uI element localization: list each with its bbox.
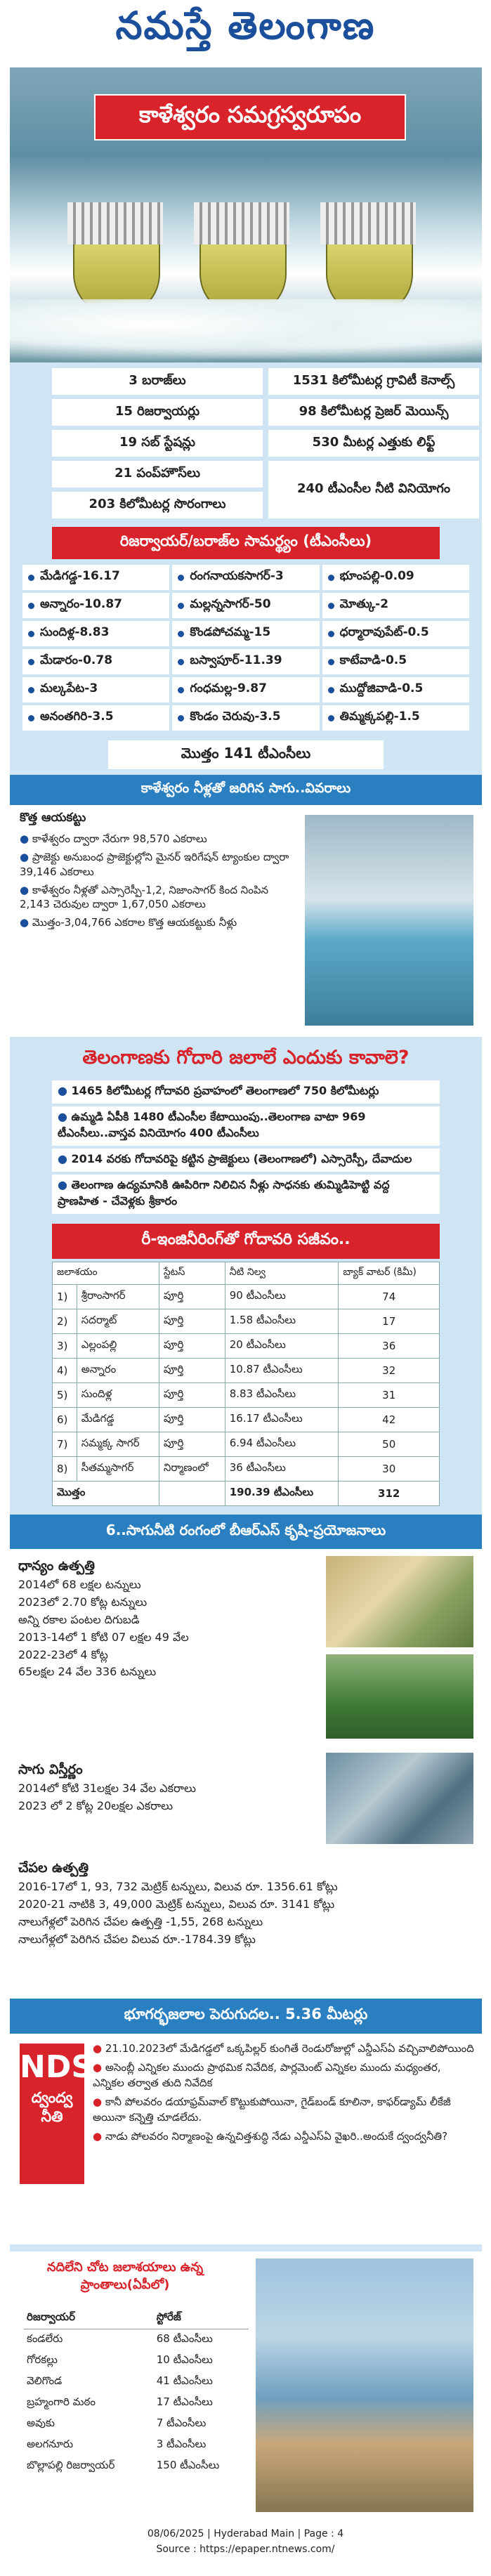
capacity-item: మోత్కు-2 xyxy=(322,593,469,618)
ap-reservoirs-heading: నదిలేని చోట జలాశయాలు ఉన్న ప్రాంతాలు(ఏపీలో) xyxy=(46,2260,204,2293)
table-cell: 50 xyxy=(339,1432,440,1457)
table-cell: గోరకల్లు xyxy=(27,2353,58,2366)
table-cell: 36 xyxy=(339,1334,440,1359)
why-heading: తెలంగాణకు గోదారి జలాలే ఎందుకు కావాలె? xyxy=(82,1047,410,1068)
capacity-item: తిమ్మక్కపల్లి-1.5 xyxy=(322,705,469,731)
table-header-row xyxy=(24,2308,249,2329)
capacity-item: రంగనాయకసాగర్-3 xyxy=(172,565,319,590)
table-cell: 36 టీఎంసీలు xyxy=(225,1457,339,1482)
paddy-line: 2022-23లో 4 కోట్ల xyxy=(18,1647,108,1661)
table-cell: 10.87 టీఎంసీలు xyxy=(225,1359,339,1383)
table-cell: 2) xyxy=(53,1309,77,1334)
stat-item: 1531 కిలోమీటర్ల గ్రావిటీ కెనాల్స్ xyxy=(268,368,479,395)
table-row xyxy=(24,2414,249,2435)
capacity-item: గంధమల్ల-9.87 xyxy=(172,677,319,702)
paddy-line: అన్ని రకాల పంటల దిగుబడి xyxy=(18,1613,140,1627)
newspaper-logo: నమస్తే తెలంగాణ xyxy=(115,3,376,48)
table-cell: 42 xyxy=(339,1408,440,1432)
table-cell: పూర్తి xyxy=(159,1359,225,1383)
table-row xyxy=(24,2435,249,2456)
list-item: ● ఉమ్మడి ఏపీకి 1480 టీఎంసీల కేటాయింపు..తెలంగాణ వాటా 969 టీఎంసీలు..వాస్తవ వినియోగం 400 టీఎంసీలు xyxy=(52,1106,440,1146)
capacity-grid xyxy=(22,565,469,731)
article xyxy=(10,67,482,2512)
table-row xyxy=(24,2351,249,2372)
table-cell: 31 xyxy=(339,1383,440,1408)
river-photo xyxy=(256,2258,473,2512)
hero-title-box xyxy=(94,94,406,140)
list-item: ● మొత్తం-3,04,766 ఎకరాల కొత్త ఆయకట్టుకు నీళ్లు xyxy=(20,915,294,929)
table-cell: నిర్మాణంలో xyxy=(159,1457,225,1482)
capacity-item: మల్లన్నసాగర్-50 xyxy=(172,593,319,618)
table-cell: 8.83 టీఎంసీలు xyxy=(225,1383,339,1408)
footer-source-line: Source : https://epaper.ntnews.com/ xyxy=(156,2544,335,2556)
table-row xyxy=(53,1285,440,1309)
table-cell: కండలేరు xyxy=(27,2332,63,2345)
table-header: బ్యాక్ వాటర్ (కిమీ) xyxy=(339,1262,440,1285)
benefits-heading: 6..సాగునీటి రంగంలో బీఆర్ఎస్ కృషి-ప్రయోజనాలు xyxy=(10,1515,482,1549)
table-cell: 68 టీఎంసీలు xyxy=(156,2332,213,2345)
ndsa-subtitle: ద్వంద్వ నీతి xyxy=(31,2089,73,2125)
ap-reservoir-table xyxy=(24,2308,249,2477)
table-cell: బ్రహ్మంగారి మఠం xyxy=(27,2395,96,2408)
capacity-item: కొండపోచమ్మ-15 xyxy=(172,621,319,646)
hero-title: కాళేశ్వరం సమగ్రస్వరూపం xyxy=(138,101,362,128)
table-row xyxy=(24,2372,249,2393)
table-cell: మొత్తం xyxy=(53,1482,159,1506)
stat-item: 3 బరాజ్‌లు xyxy=(52,368,263,395)
paddy-block xyxy=(18,1556,313,1681)
area-block xyxy=(18,1760,313,1815)
capacity-item: కాటేవాడి-0.5 xyxy=(322,649,469,674)
hero-photo xyxy=(10,67,482,362)
list-item: ● 2014 వరకు గోదావరిపై కట్టిన ప్రాజెక్టులు (తెలంగాణలో) ఎస్సారెస్పీ, దేవాదుల xyxy=(52,1149,440,1172)
fish-line: నాలుగేళ్లలో పెరిగిన చేపల విలువ రూ.-1784.39 కోట్లు xyxy=(18,1932,256,1946)
table-cell: పూర్తి xyxy=(159,1383,225,1408)
footer-date-line: 08/06/2025 | Hyderabad Main | Page : 4 xyxy=(147,2528,344,2539)
capacity-heading: రిజర్వాయర్/బరాజ్‌ల సామర్థ్యం (టీఎంసీలు) xyxy=(52,527,440,559)
capacity-item: ముద్దోజివాడి-0.5 xyxy=(322,677,469,702)
table-cell: 10 టీఎంసీలు xyxy=(156,2353,213,2366)
stat-item: 19 సబ్ స్టేషన్లు xyxy=(52,430,263,457)
table-cell: 3) xyxy=(53,1334,77,1359)
paddy-line: 2023లో 2.70 కోట్ల టన్నులు xyxy=(18,1595,148,1609)
paddy-heading: ధాన్యం ఉత్పత్తి xyxy=(18,1558,95,1574)
table-row xyxy=(53,1408,440,1432)
groundwater-heading: భూగర్భజలాల పెరుగుదల.. 5.36 మీటర్లు xyxy=(10,1999,482,2034)
table-row xyxy=(53,1457,440,1482)
stat-item: 530 మీటర్ల ఎత్తుకు లిఫ్ట్ xyxy=(268,430,479,457)
table-cell: పూర్తి xyxy=(159,1285,225,1309)
table-cell: పూర్తి xyxy=(159,1408,225,1432)
stats-grid xyxy=(52,368,462,518)
table-cell: వెలిగొండ xyxy=(27,2374,63,2387)
table-cell xyxy=(159,1482,225,1506)
table-row xyxy=(53,1334,440,1359)
field-photo xyxy=(326,1654,473,1739)
list-item: ● 1465 కిలోమీటర్ల గోదావరి ప్రవాహంలో తెలంగాణలో 750 కిలోమీటర్లు xyxy=(52,1080,440,1104)
capacity-item: అనంతగిరి-3.5 xyxy=(22,705,169,731)
capacity-item: కొండం చెరువు-3.5 xyxy=(172,705,319,731)
table-cell: అవుకు xyxy=(27,2417,55,2429)
table-header: స్టేటస్ xyxy=(159,1262,225,1285)
table-cell: సమ్మక్క సాగర్ xyxy=(77,1432,159,1457)
table-cell: అలగనూరు xyxy=(27,2438,74,2450)
list-item: ● 21.10.2023లో మేడిగడ్డలో ఒక్కపిల్లర్ కుంగితే రెండురోజుల్లో ఎన్డీఎస్ఏ వచ్చివాలిపోయింది xyxy=(93,2041,476,2057)
fish-block xyxy=(18,1858,475,1949)
reengineering-heading: రీ-ఇంజినీరింగ్‌తో గోదావరి సజీవం.. xyxy=(52,1224,440,1259)
stat-item: 98 కిలోమీటర్ల ప్రెజర్ మెయిన్స్ xyxy=(268,399,479,426)
fish-line: 2016-17లో 1, 93, 732 మెట్రిక్ టన్నులు, విలువ రూ. 1356.61 కోట్లు xyxy=(18,1880,338,1894)
list-item: ● కాళేశ్వరం ద్వారా నేరుగా 98,570 ఎకరాలు xyxy=(20,832,294,846)
table-header: జలాశయం xyxy=(53,1262,159,1285)
table-cell: 3 టీఎంసీలు xyxy=(156,2438,207,2450)
capacity-item: మేడిగడ్డ-16.17 xyxy=(22,565,169,590)
table-header: రిజర్వాయర్ xyxy=(24,2308,154,2329)
table-cell: పూర్తి xyxy=(159,1309,225,1334)
ndsa-points xyxy=(93,2041,476,2147)
table-cell: ఎల్లంపల్లి xyxy=(77,1334,159,1359)
reservoir-table xyxy=(52,1262,440,1506)
table-row xyxy=(53,1309,440,1334)
table-cell: పూర్తి xyxy=(159,1334,225,1359)
crops-section xyxy=(10,805,482,1037)
area-line: 2014లో కోటి 31లక్షల 34 వేల ఎకరాలు xyxy=(18,1781,196,1796)
paddy-photo xyxy=(326,1556,473,1647)
stat-item: 203 కిలోమీటర్ల సొరంగాలు xyxy=(52,492,263,518)
stat-item: 240 టీఎంసీల నీటి వినియోగం xyxy=(268,461,479,518)
capacity-item: మల్కపేట-3 xyxy=(22,677,169,702)
table-cell: 1) xyxy=(53,1285,77,1309)
table-row xyxy=(24,2329,249,2351)
table-cell: 90 టీఎంసీలు xyxy=(225,1285,339,1309)
ap-reservoirs-section xyxy=(10,2251,482,2512)
table-cell: సుందిళ్ల xyxy=(77,1383,159,1408)
table-row xyxy=(53,1383,440,1408)
paddy-line: 2013-14లో 1 కోటి 07 లక్షల 49 వేల xyxy=(18,1630,189,1644)
capacity-item: ధర్మారావుపేట్-0.5 xyxy=(322,621,469,646)
table-cell: బొల్లాపల్లి రిజర్వాయర్ xyxy=(27,2459,115,2471)
table-cell: 6.94 టీఎంసీలు xyxy=(225,1432,339,1457)
why-list xyxy=(52,1080,440,1214)
table-cell: 190.39 టీఎంసీలు xyxy=(225,1482,339,1506)
table-total-row xyxy=(53,1482,440,1506)
table-cell: 4) xyxy=(53,1359,77,1383)
table-cell: 30 xyxy=(339,1457,440,1482)
ndsa-section xyxy=(10,2034,482,2244)
ndsa-badge xyxy=(20,2044,118,2184)
stat-item: 15 రిజర్వాయర్లు xyxy=(52,399,263,426)
table-cell: 1.58 టీఎంసీలు xyxy=(225,1309,339,1334)
table-cell: 17 టీఎంసీలు xyxy=(156,2395,213,2408)
table-row xyxy=(53,1359,440,1383)
water-splash xyxy=(10,299,482,362)
table-cell: సదర్మాట్ xyxy=(77,1309,159,1334)
list-item: ● తెలంగాణ ఉద్యమానికి ఊపిరిగా నిలిచిన నీళ్లు సాధనకు తుమ్మిడిహెట్టి వద్ద ప్రాణహిత - చేవెళ్లకు శ్రీకారం xyxy=(52,1175,440,1214)
table-cell: 5) xyxy=(53,1383,77,1408)
table-cell: అన్నారం xyxy=(77,1359,159,1383)
table-cell: 7 టీఎంసీలు xyxy=(156,2417,207,2429)
fish-photo xyxy=(326,1753,473,1844)
capacity-item: అన్నారం-10.87 xyxy=(22,593,169,618)
ndsa-title: NDSA xyxy=(20,2049,118,2085)
benefits-section xyxy=(10,1549,482,1999)
list-item: ● నాడు పోలవరం నిర్మాణంపై ఉన్నచిత్తశుద్ధి నేడు ఎన్డీఎస్ఏ వైఖరి..అందుకే ద్వంద్వనీతి? xyxy=(93,2129,476,2145)
area-heading: సాగు విస్తీర్ణం xyxy=(18,1762,83,1777)
capacity-item: భూంపల్లి-0.09 xyxy=(322,565,469,590)
table-header-row xyxy=(53,1262,440,1285)
table-header: స్టోరేజ్ xyxy=(154,2308,249,2329)
fish-heading: చేపల ఉత్పత్తి xyxy=(18,1860,89,1876)
table-cell: మేడిగడ్డ xyxy=(77,1408,159,1432)
capacity-total: మొత్తం 141 టీఎంసీలు xyxy=(108,740,384,769)
crops-heading: కాళేశ్వరం నీళ్లతో జరిగిన సాగు..వివరాలు xyxy=(10,775,482,805)
table-cell: 7) xyxy=(53,1432,77,1457)
table-cell: 6) xyxy=(53,1408,77,1432)
paddy-line: 65లక్షల 24 వేల 336 టన్నులు xyxy=(18,1665,157,1679)
capacity-item: బస్వాపూర్-11.39 xyxy=(172,649,319,674)
list-item: ● కాళేశ్వరం నీళ్లతో ఎస్సారెస్పీ-1,2, నిజాంసాగర్ కింద నింపిన 2,143 చెరువుల ద్వారా 1,67,050 ఎకరాలు xyxy=(20,883,294,912)
table-cell: 8) xyxy=(53,1457,77,1482)
table-cell: 41 టీఎంసీలు xyxy=(156,2374,213,2387)
table-row xyxy=(53,1432,440,1457)
masthead xyxy=(0,0,491,60)
table-cell: పూర్తి xyxy=(159,1432,225,1457)
canal-photo xyxy=(305,815,473,1026)
fish-line: నాలుగేళ్లలో పెరిగిన చేపల ఉత్పత్తి -1,55, 268 టన్నులు xyxy=(18,1915,263,1929)
list-item: ● కానీ పోలవరం డయాఫ్రమ్‌వాల్ కొట్టుకుపోయినా, గైడ్‌బండ్ కూలినా, కాఫర్‌డ్యామ్ లీకేజీ అయినా కన్నెత్తి చూడలేదు. xyxy=(93,2094,476,2126)
table-cell: 17 xyxy=(339,1309,440,1334)
stat-item: 21 పంప్‌హౌస్‌లు xyxy=(52,461,263,488)
paddy-line: 2014లో 68 లక్షల టన్నులు xyxy=(18,1578,141,1592)
page-footer xyxy=(0,2526,491,2558)
table-row xyxy=(24,2456,249,2477)
fish-line: 2020-21 నాటికి 3, 49,000 మెట్రిక్ టన్నులు, విలువ రూ. 3141 కోట్లు xyxy=(18,1897,335,1911)
table-cell: 150 టీఎంసీలు xyxy=(156,2459,220,2471)
table-header: నీటి నిల్వ xyxy=(225,1262,339,1285)
table-cell: 32 xyxy=(339,1359,440,1383)
table-cell: 74 xyxy=(339,1285,440,1309)
table-cell: శ్రీరాంసాగర్ xyxy=(77,1285,159,1309)
table-cell: 16.17 టీఎంసీలు xyxy=(225,1408,339,1432)
table-cell: 312 xyxy=(339,1482,440,1506)
capacity-item: మేడారం-0.78 xyxy=(22,649,169,674)
table-cell: 20 టీఎంసీలు xyxy=(225,1334,339,1359)
crops-list xyxy=(20,811,294,934)
crops-subheading: కొత్త ఆయకట్టు xyxy=(20,811,86,825)
area-line: 2023 లో 2 కోట్ల 20లక్షల ఎకరాలు xyxy=(18,1799,173,1813)
list-item: ● ప్రాజెక్టు అనుబంధ ప్రాజెక్టుల్లోని మైనర్ ఇరిగేషన్ ట్యాంకుల ద్వారా 39,146 ఎకరాలు xyxy=(20,850,294,879)
table-row xyxy=(24,2393,249,2414)
table-cell: సీతమ్మసాగర్ xyxy=(77,1457,159,1482)
list-item: ● అసెంబ్లీ ఎన్నికల ముందు ప్రాథమిక నివేదిక, పార్లమెంట్ ఎన్నికల ముందు మధ్యంతర, ఎన్నికల తర్వాత తుది నివేదిక xyxy=(93,2060,476,2091)
capacity-item: సుందిళ్ల-8.83 xyxy=(22,621,169,646)
